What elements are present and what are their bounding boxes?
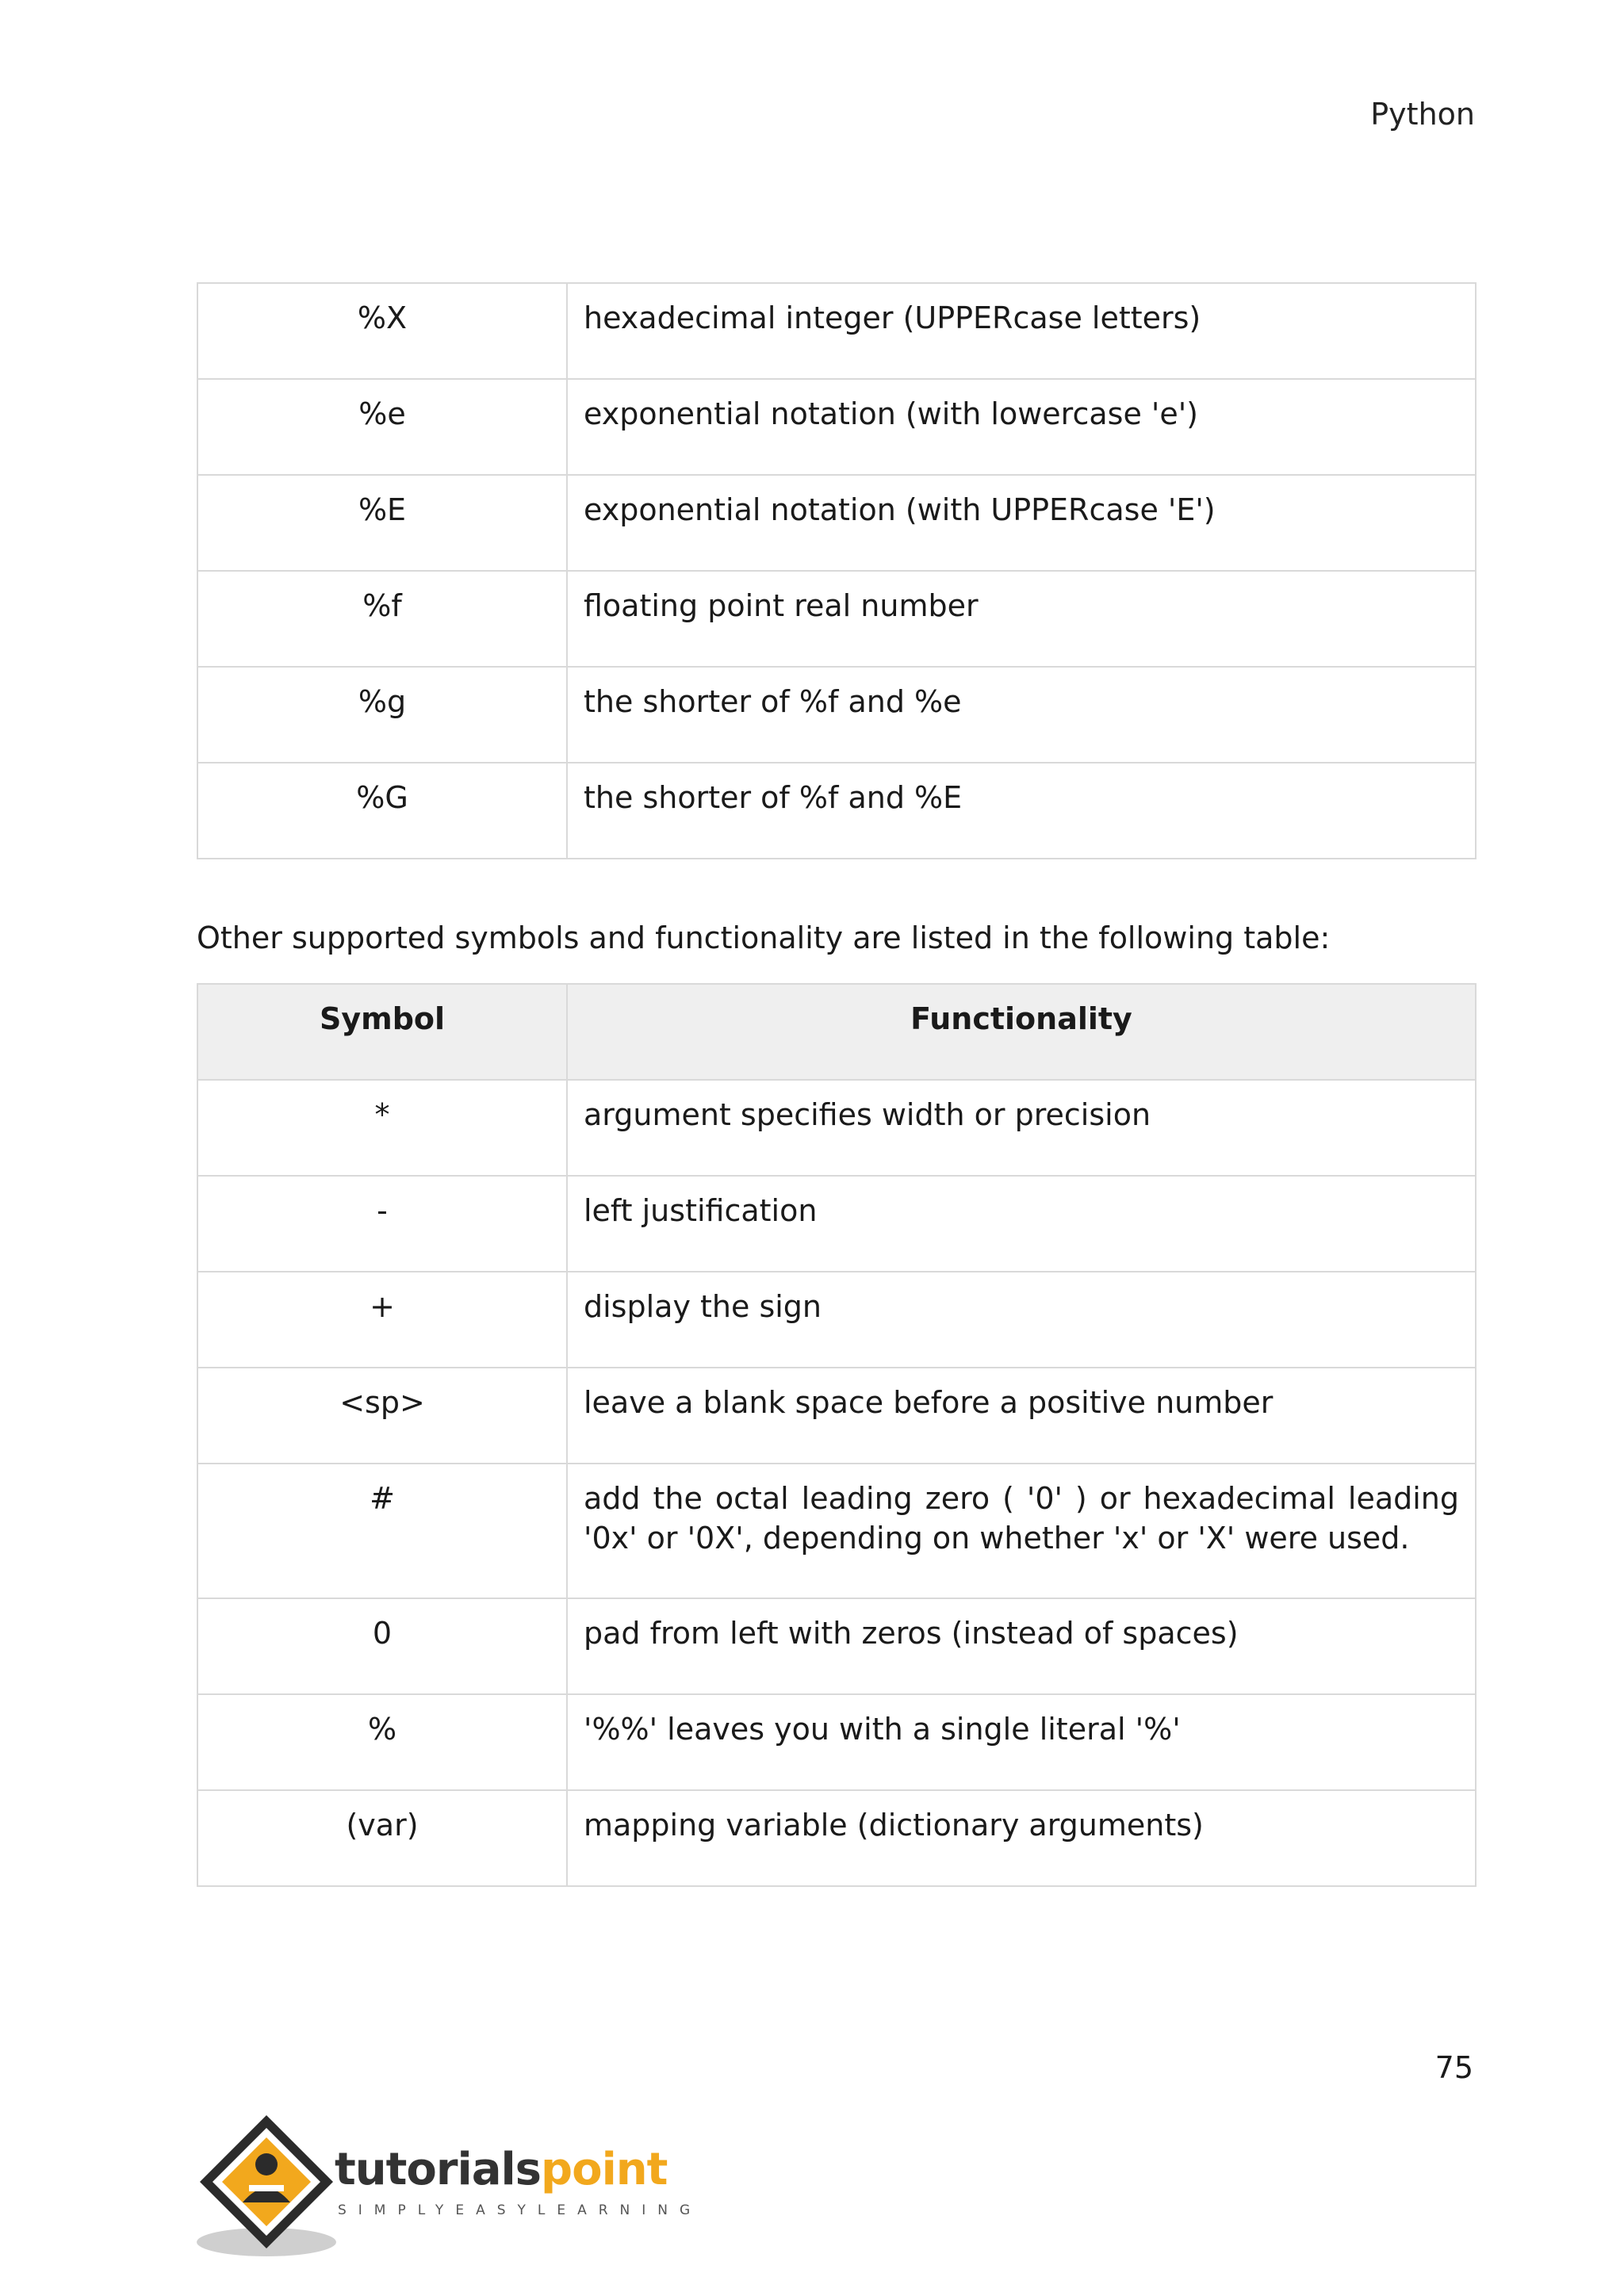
logo-word-point: point [541,2144,668,2195]
table-row [197,763,1476,859]
table-row [197,667,1476,763]
functionality-column-header: Functionality [567,984,1476,1080]
format-symbols-table [197,282,1477,859]
table-row [197,1598,1476,1694]
description-cell: mapping variable (dictionary arguments) [567,1790,1476,1886]
table-row [197,1272,1476,1368]
symbol-cell: + [197,1272,567,1368]
symbol-cell: %E [197,475,567,571]
table-row [197,379,1476,475]
symbol-cell: * [197,1080,567,1176]
table-row [197,571,1476,667]
description-cell: exponential notation (with UPPERcase 'E') [567,475,1476,571]
logo-wordmark [335,2144,667,2195]
symbol-cell: # [197,1464,567,1598]
symbol-cell: <sp> [197,1368,567,1464]
symbol-cell: %f [197,571,567,667]
table-header-row [197,984,1476,1080]
symbol-cell: (var) [197,1790,567,1886]
symbol-cell: % [197,1694,567,1790]
description-cell: the shorter of %f and %e [567,667,1476,763]
table-row [197,1790,1476,1886]
symbol-cell: - [197,1176,567,1272]
description-cell: hexadecimal integer (UPPERcase letters) [567,283,1476,379]
symbol-cell: %g [197,667,567,763]
table-row [197,1080,1476,1176]
description-cell: exponential notation (with lowercase 'e') [567,379,1476,475]
table-row [197,1368,1476,1464]
symbol-cell: %G [197,763,567,859]
intro-paragraph: Other supported symbols and functionality are listed in the following table: [197,920,1331,955]
table-row [197,1464,1476,1598]
symbol-cell: %e [197,379,567,475]
table-row [197,283,1476,379]
description-cell: floating point real number [567,571,1476,667]
logo-diamond-icon [193,2109,352,2260]
running-header: Python [1370,97,1475,132]
symbol-cell: %X [197,283,567,379]
description-cell: left justification [567,1176,1476,1272]
table-row [197,475,1476,571]
logo-tagline: SIMPLYEASYLEARNING [338,2202,703,2218]
description-cell: argument specifies width or precision [567,1080,1476,1176]
table-row [197,1694,1476,1790]
symbol-cell: 0 [197,1598,567,1694]
description-cell: add the octal leading zero ( '0' ) or hexadecimal leading '0x' or '0X', depending on whether 'x' or 'X' were used. [567,1464,1476,1598]
table-row [197,1176,1476,1272]
symbol-column-header: Symbol [197,984,567,1080]
page-number: 75 [1434,2050,1473,2085]
tutorialspoint-logo [193,2109,703,2260]
symbols-functionality-table [197,983,1477,1887]
logo-word-tutorials: tutorials [335,2144,542,2195]
description-cell: display the sign [567,1272,1476,1368]
description-cell: leave a blank space before a positive number [567,1368,1476,1464]
description-cell: the shorter of %f and %E [567,763,1476,859]
description-cell: '%%' leaves you with a single literal '%' [567,1694,1476,1790]
description-cell: pad from left with zeros (instead of spaces) [567,1598,1476,1694]
